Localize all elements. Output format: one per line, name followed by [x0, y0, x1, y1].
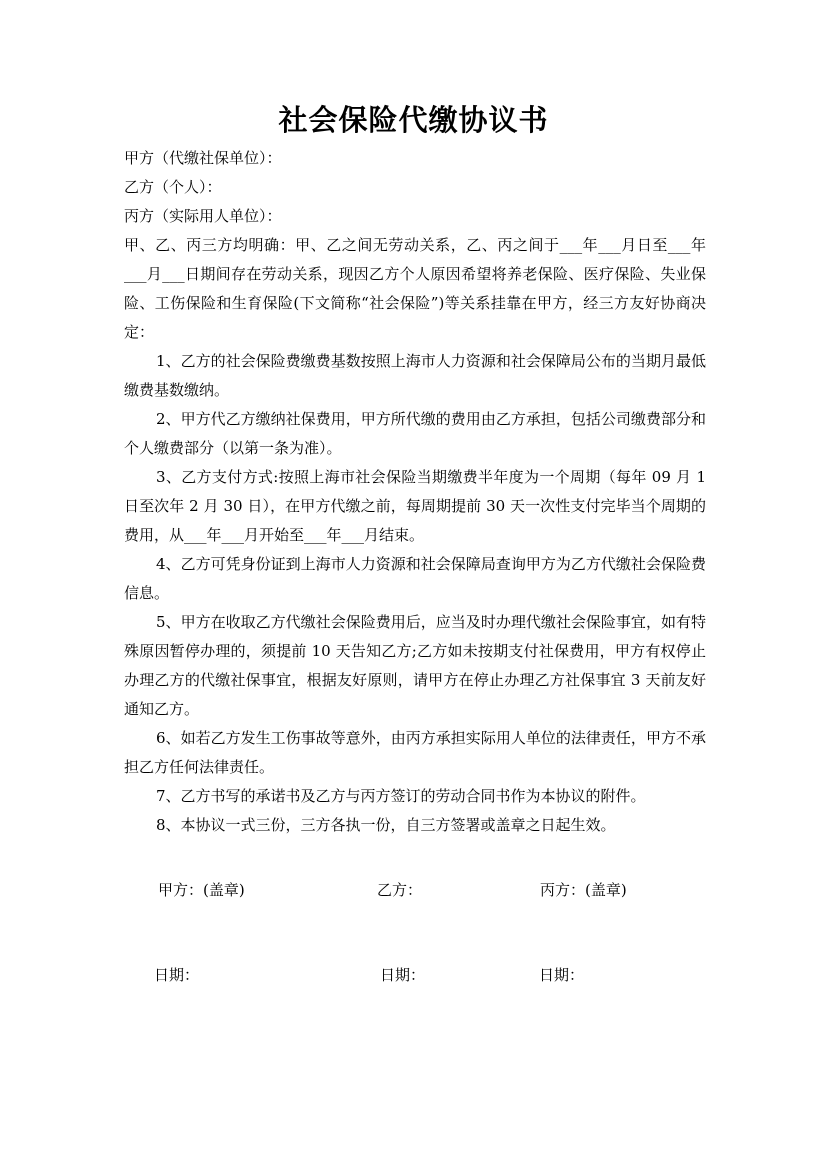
clause-4: 4、乙方可凭身份证到上海市人力资源和社会保障局查询甲方为乙方代缴社会保险费信息。: [124, 555, 706, 602]
document-title: 社会保险代缴协议书: [278, 103, 549, 137]
clause-3: 3、乙方支付方式:按照上海市社会保险当期缴费半年度为一个周期（每年 09 月 1 日至次年 2 月 30 日），在甲方代缴之前，每周期提前 30 天一次性支付完毕当个周期的费用，从___年___月开始至___年___月结束。: [124, 468, 706, 544]
clause-8: 8、本协议一式三份，三方各执一份，自三方签署或盖章之日起生效。: [156, 816, 616, 834]
document-body: [124, 144, 706, 840]
party-c-line: 丙方（实际用人单位）：: [124, 207, 282, 225]
party-b-line: 乙方（个人）：: [124, 178, 222, 196]
party-a-line: 甲方（代缴社保单位）：: [124, 149, 282, 167]
party-c-seal-label: 丙方：(盖章): [540, 881, 627, 899]
clause-1: 1、乙方的社会保险费缴费基数按照上海市人力资源和社会保障局公布的当期月最低缴费基数缴纳。: [124, 352, 706, 399]
party-b-sign-label: 乙方：: [377, 881, 423, 899]
clause-5: 5、甲方在收取乙方代缴社会保险费用后，应当及时办理代缴社会保险事宜，如有特殊原因暂停办理的，须提前 10 天告知乙方;乙方如未按期支付社保费用，甲方有权停止办理乙方的代缴社保事宜，根据友好原则，请甲方在停止办理乙方社保事宜 3 天前友好通知乙方。: [124, 613, 706, 718]
clause-2: 2、甲方代乙方缴纳社保费用，甲方所代缴的费用由乙方承担，包括公司缴费部分和个人缴费部分（以第一条为准）。: [124, 410, 706, 457]
clause-7: 7、乙方书写的承诺书及乙方与丙方签订的劳动合同书作为本协议的附件。: [156, 787, 646, 805]
clause-6: 6、如若乙方发生工伤事故等意外，由丙方承担实际用人单位的法律责任，甲方不承担乙方任何法律责任。: [124, 729, 706, 776]
date-b-label: 日期：: [380, 966, 426, 984]
date-a-label: 日期：: [154, 966, 200, 984]
party-a-seal-label: 甲方：(盖章): [158, 881, 245, 899]
intro-paragraph: 甲、乙、丙三方均明确：甲、乙之间无劳动关系，乙、丙之间于___年___月日至___年___月___日期间存在劳动关系，现因乙方个人原因希望将养老保险、医疗保险、失业保险、工伤保险和生育保险(下文简称“社会保险”)等关系挂靠在甲方，经三方友好协商决定：: [124, 236, 706, 341]
date-c-label: 日期：: [539, 966, 585, 984]
